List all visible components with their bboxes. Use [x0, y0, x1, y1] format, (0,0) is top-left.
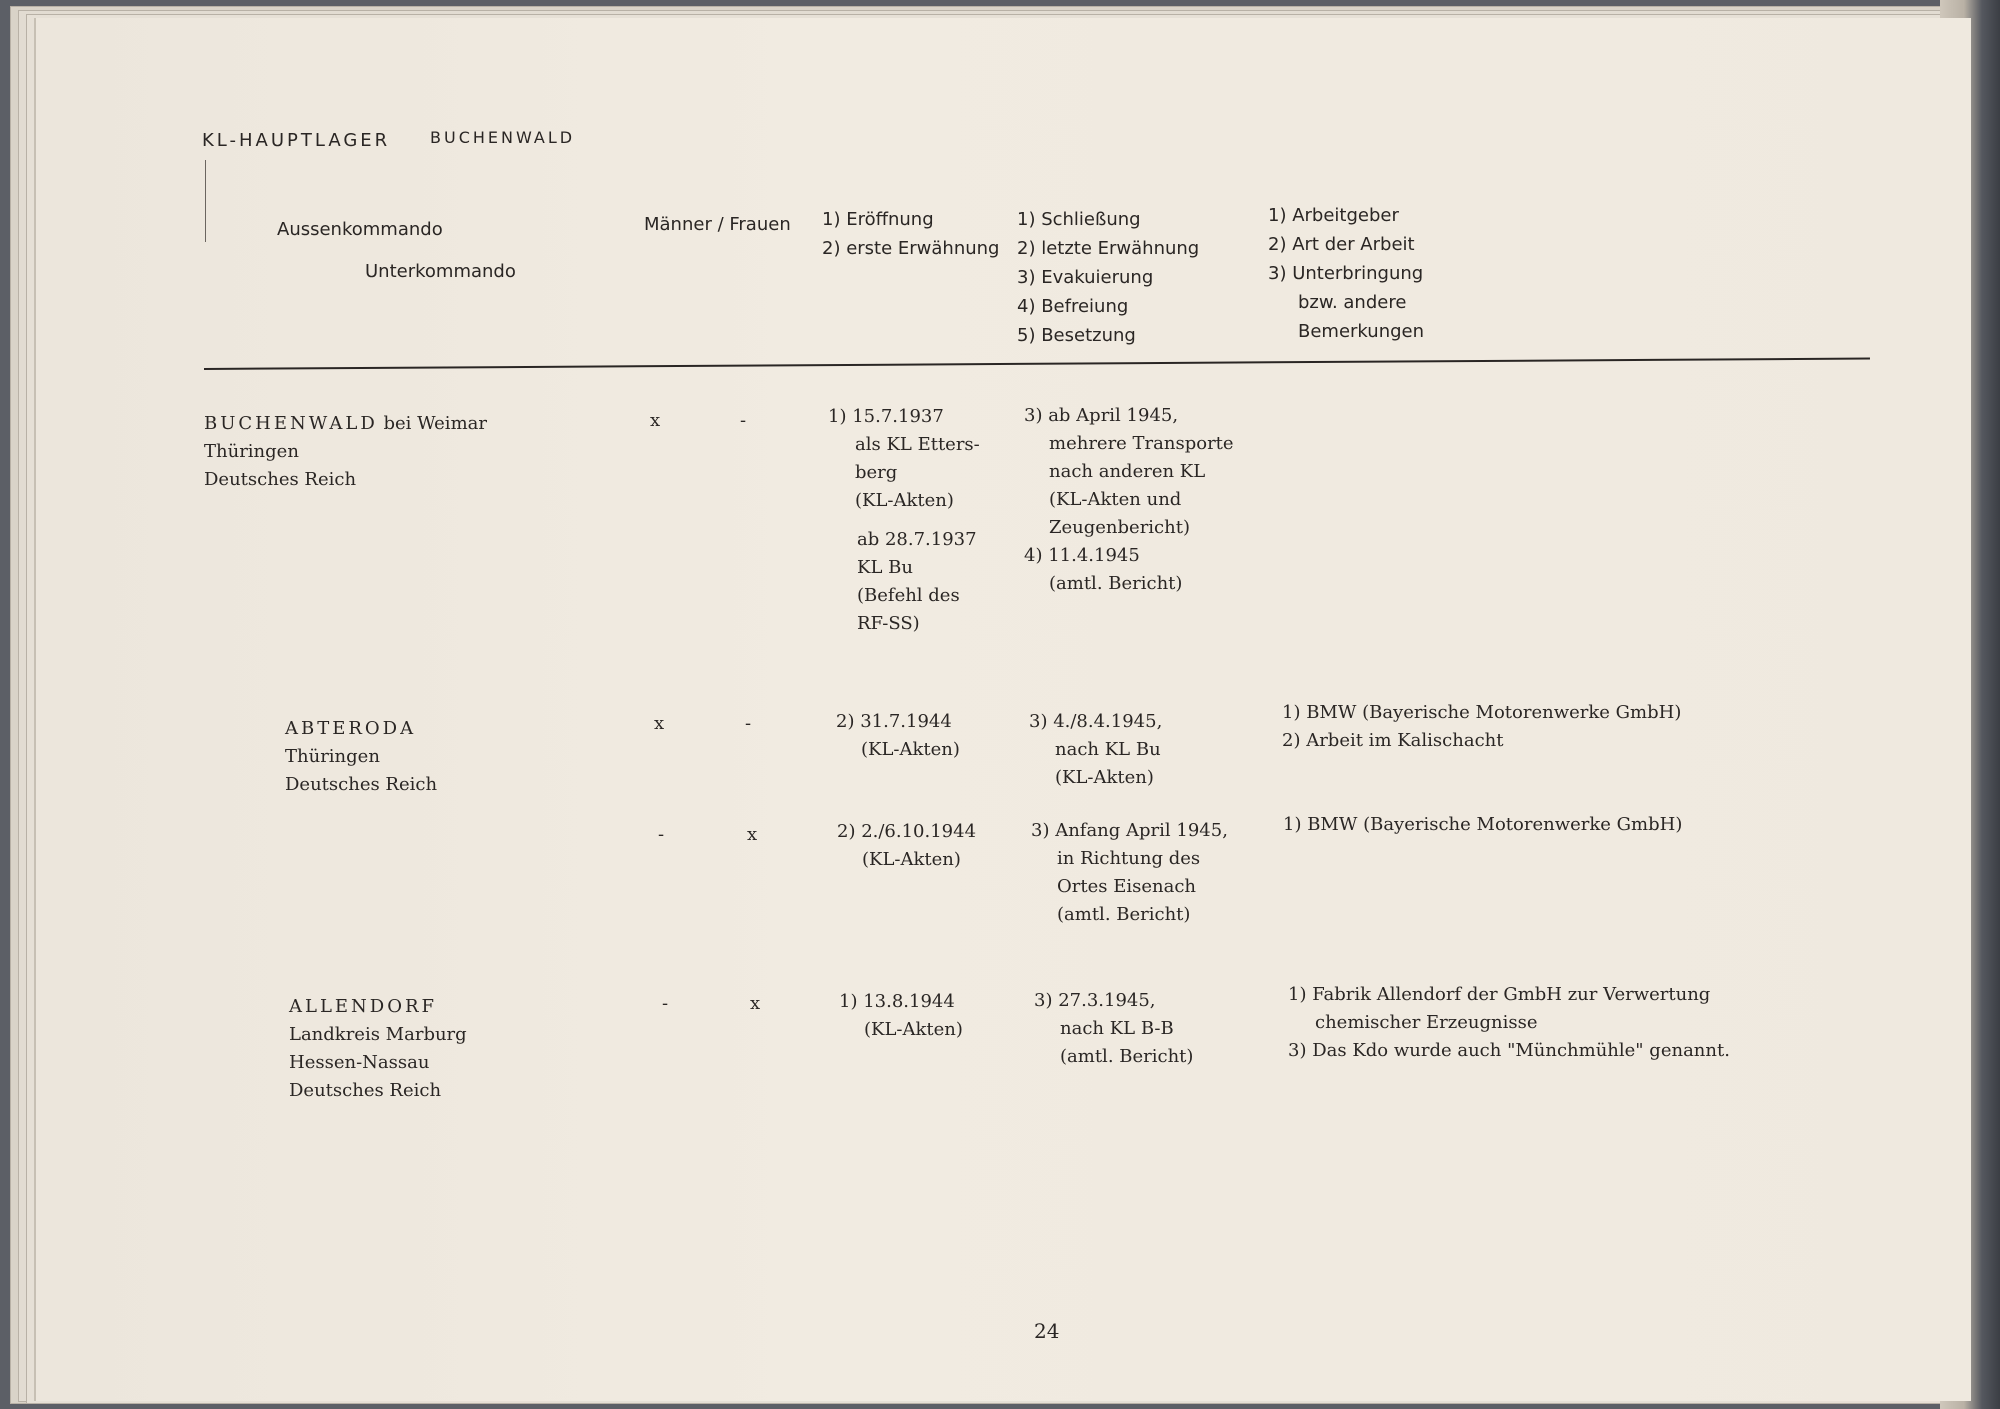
col-heading-geschlecht: Männer / Frauen — [644, 214, 791, 235]
col-heading-unterkommando: Unterkommando — [365, 261, 516, 282]
table-cell-schliessung: 3) Anfang April 1945, in Richtung des Ortes Eisenach (amtl. Bericht) — [1031, 820, 1228, 925]
table-cell-arbeitgeber: 1) BMW (Bayerische Motorenwerke GmbH) 2) Arbeit im Kalischacht — [1282, 702, 1682, 751]
table-cell-maenner: x — [650, 410, 661, 431]
table-cell-schliessung: 3) 27.3.1945, nach KL B-B (amtl. Bericht) — [1034, 990, 1194, 1067]
page-header-camp: BUCHENWALD — [430, 128, 576, 147]
col-heading-eroeffnung: 1) Eröffnung 2) erste Erwähnung — [822, 209, 1000, 259]
table-cell-maenner: - — [658, 824, 665, 845]
table-row-name: ABTERODA Thüringen Deutsches Reich — [285, 718, 438, 795]
col-heading-schliessung: 1) Schließung 2) letzte Erwähnung 3) Evakuierung 4) Befreiung 5) Besetzung — [1017, 209, 1200, 346]
table-cell-eroeffnung: 1) 13.8.1944 (KL-Akten) — [839, 991, 963, 1040]
table-row-name: ALLENDORF Landkreis Marburg Hessen-Nassau Deutsches Reich — [289, 996, 467, 1101]
table-cell-arbeitgeber: 1) BMW (Bayerische Motorenwerke GmbH) — [1283, 814, 1683, 835]
table-cell-schliessung: 3) ab April 1945, mehrere Transporte nach anderen KL (KL-Akten und Zeugenbericht) 4) 11.4.1945 (amtl. Bericht) — [1024, 405, 1234, 594]
page-number: 24 — [1034, 1319, 1060, 1343]
table-cell-frauen: - — [745, 713, 752, 734]
table-cell-frauen: - — [740, 410, 747, 431]
table-cell-maenner: - — [662, 993, 669, 1014]
col-heading-aussenkommando: Aussenkommando — [277, 219, 443, 240]
margin-mark — [205, 160, 206, 242]
table-cell-schliessung: 3) 4./8.4.1945, nach KL Bu (KL-Akten) — [1029, 711, 1163, 788]
table-cell-eroeffnung: 2) 2./6.10.1944 (KL-Akten) — [837, 821, 977, 870]
table-cell-eroeffnung: 1) 15.7.1937 als KL Etters- berg (KL-Akten) — [828, 406, 980, 511]
table-cell-eroeffnung-2: ab 28.7.1937 KL Bu (Befehl des RF-SS) — [857, 529, 977, 634]
table-cell-frauen: x — [750, 993, 761, 1014]
page-header-title: KL-HAUPTLAGER — [202, 130, 391, 151]
table-cell-maenner: x — [654, 713, 665, 734]
col-heading-arbeitgeber: 1) Arbeitgeber 2) Art der Arbeit 3) Unterbringung bzw. andere Bemerkungen — [1268, 205, 1425, 342]
table-cell-frauen: x — [747, 824, 758, 845]
table-cell-arbeitgeber: 1) Fabrik Allendorf der GmbH zur Verwertung chemischer Erzeugnisse 3) Das Kdo wurde auch "Münchmühle" genannt. — [1288, 984, 1730, 1061]
table-row-name: BUCHENWALD bei Weimar Thüringen Deutsches Reich — [204, 413, 487, 490]
table-cell-eroeffnung: 2) 31.7.1944 (KL-Akten) — [836, 711, 960, 760]
